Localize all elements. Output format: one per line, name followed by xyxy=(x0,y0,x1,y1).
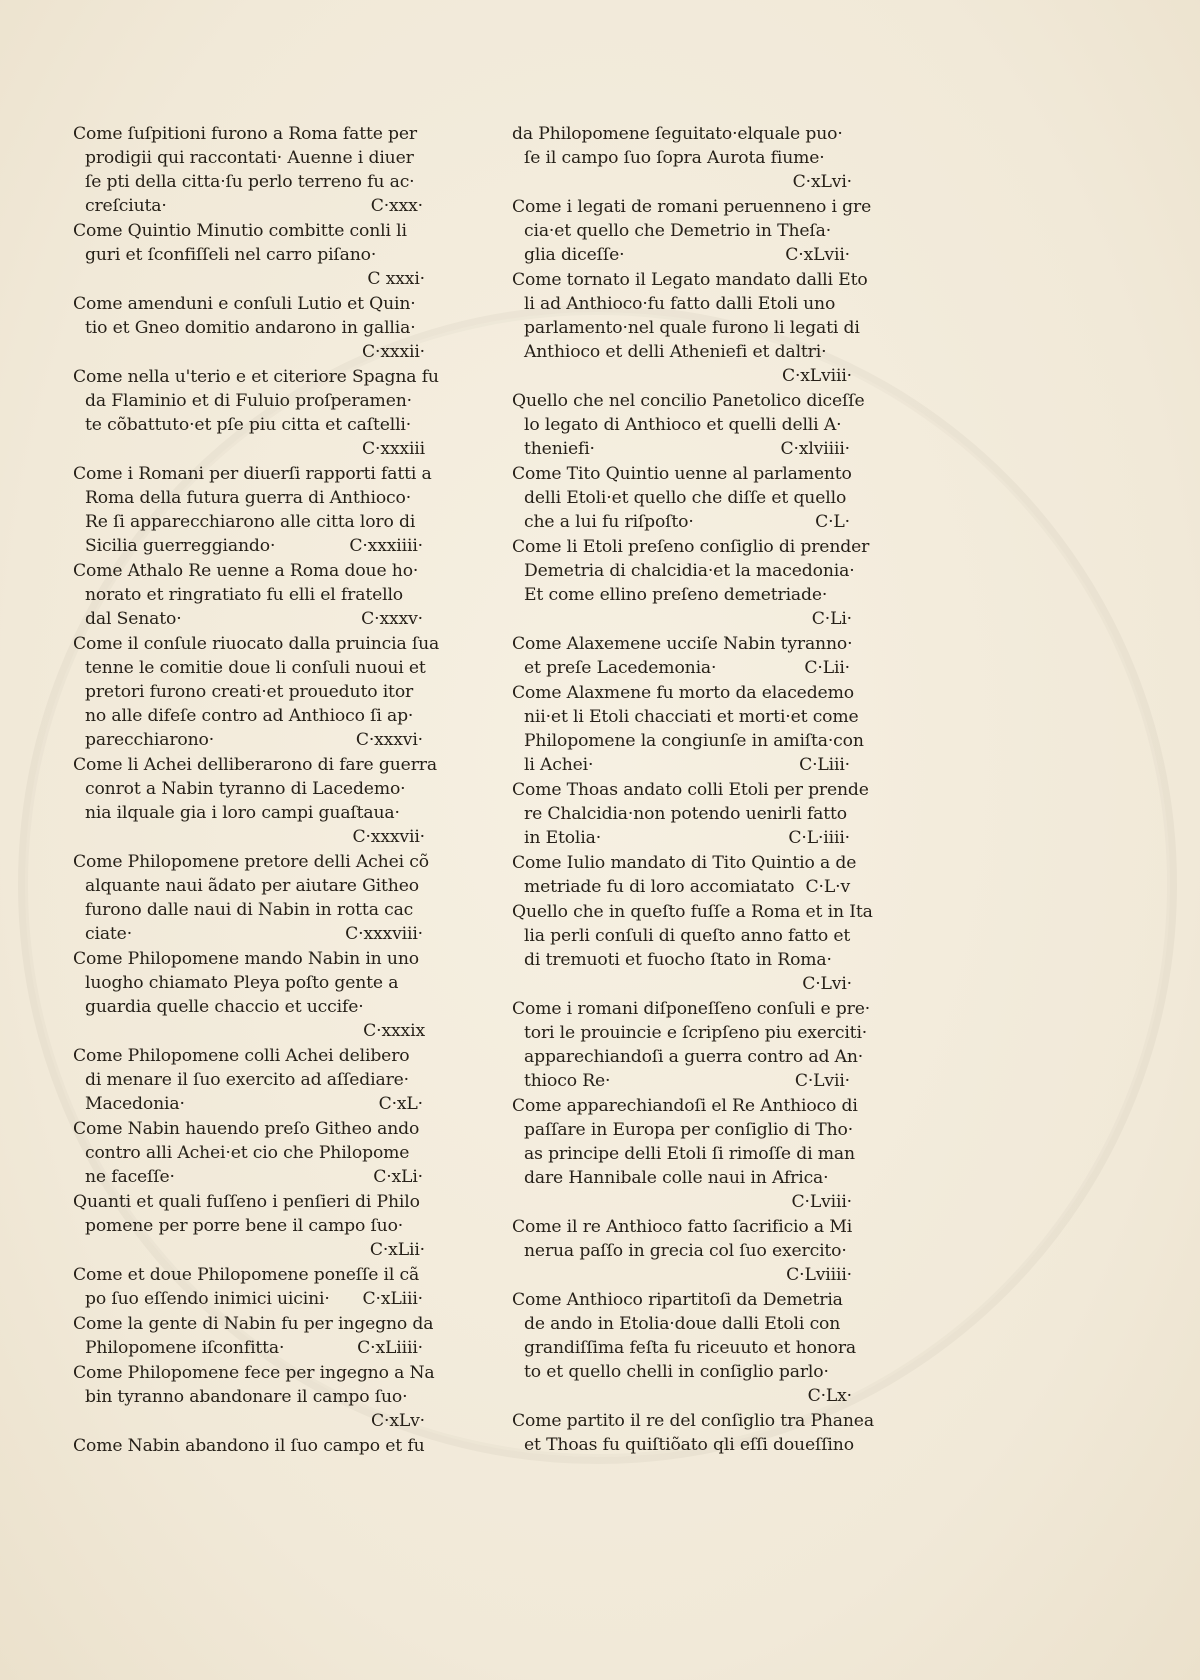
chapter-number: C·xxxvii· xyxy=(352,827,425,847)
chapter-text-line: creſciuta· xyxy=(85,196,167,216)
chapter-number: C·L· xyxy=(815,512,850,532)
chapter-text-line: dal Senato· xyxy=(85,609,182,629)
chapter-text-line: Et come ellino preſeno demetriade· xyxy=(524,585,828,605)
chapter-last-line xyxy=(512,510,852,534)
chapter-entry xyxy=(73,1312,434,1360)
chapter-text-line: di menare il ſuo exercito ad aſſediare· xyxy=(85,1070,409,1090)
chapter-text-line: prodigii qui raccontati· Auenne i diuer xyxy=(85,148,414,168)
chapter-number: C·xxxix xyxy=(363,1021,425,1041)
chapter-text-line: li ad Anthioco·fu fatto dalli Etoli uno xyxy=(524,294,836,314)
chapter-number: C·xLviii· xyxy=(781,366,852,386)
chapter-text-line: che a lui fu riſpoſto· xyxy=(524,512,694,532)
chapter-text-line: po ſuo eſſendo inimici uicini· xyxy=(85,1289,330,1309)
chapter-entry xyxy=(73,1117,425,1189)
chapter-text-line: li Achei· xyxy=(524,755,594,775)
chapter-entry xyxy=(512,195,872,267)
right-column-index xyxy=(512,122,874,1458)
chapter-text-line: bin tyranno abandonare il campo ſuo· xyxy=(85,1387,408,1407)
chapter-text-line: Come li Etoli preſeno conſiglio di prender xyxy=(512,537,870,557)
chapter-entry xyxy=(512,122,852,194)
chapter-text-line: parlamento·nel quale furono li legati di xyxy=(524,318,860,338)
chapter-entry xyxy=(512,535,870,631)
chapter-number: C·xxxviii· xyxy=(345,924,423,944)
chapter-text-line: to et quello chelli in conſiglio parlo· xyxy=(524,1362,829,1382)
chapter-text-line: pretori furono creati·et proueduto itor xyxy=(85,682,414,702)
chapter-entry xyxy=(512,389,865,461)
chapter-entry xyxy=(73,1361,435,1433)
chapter-text-line: glia diceſſe· xyxy=(524,245,625,265)
chapter-text-line: delli Etoli·et quello che diſſe et quello xyxy=(524,488,847,508)
chapter-text-line: theniefi· xyxy=(524,439,595,459)
chapter-number: C·xxxiii xyxy=(362,439,425,459)
chapter-last-line xyxy=(512,243,852,267)
chapter-text-line: contro alli Achei·et cio che Philopome xyxy=(85,1143,410,1163)
chapter-entry xyxy=(512,1409,874,1457)
chapter-text-line: Come partito il re del conſiglio tra Phanea xyxy=(512,1411,874,1431)
chapter-entry xyxy=(512,1215,852,1287)
chapter-number: C·Lvi· xyxy=(802,974,852,994)
chapter-entry xyxy=(73,219,425,291)
chapter-text-line: ne faceſſe· xyxy=(85,1167,175,1187)
chapter-text-line: cia·et quello che Demetrio in Theſa· xyxy=(524,221,832,241)
chapter-text-line: Come apparechiandoſi el Re Anthioco di xyxy=(512,1096,858,1116)
chapter-text-line: nii·et li Etoli chacciati et morti·et come xyxy=(524,707,859,727)
chapter-text-line: Come li Achei delliberarono di fare guerra xyxy=(73,755,437,775)
chapter-text-line: Come Alaxemene ucciſe Nabin tyranno· xyxy=(512,634,853,654)
chapter-text-line: Come ſuſpitioni furono a Roma fatte per xyxy=(73,124,417,144)
chapter-text-line: pomene per porre bene il campo ſuo· xyxy=(85,1216,404,1236)
chapter-text-line: nia ilquale gia i loro campi guaſtaua· xyxy=(85,803,400,823)
chapter-text-line: Anthioco et delli Atheniefi et daltri· xyxy=(524,342,827,362)
chapter-text-line: paſſare in Europa per conſiglio di Tho· xyxy=(524,1120,854,1140)
chapter-last-line xyxy=(73,1165,425,1189)
chapter-number: C·xLiiii· xyxy=(357,1338,423,1358)
chapter-text-line: tori le prouincie e ſcripſeno piu exerciti· xyxy=(524,1023,868,1043)
chapter-text-line: tio et Gneo domitio andarono in gallia· xyxy=(85,318,416,338)
chapter-text-line: lo legato di Anthioco et quelli delli A· xyxy=(524,415,842,435)
chapter-number: C·xLvi· xyxy=(792,172,852,192)
chapter-text-line: Come tornato il Legato mandato dalli Eto xyxy=(512,270,868,290)
chapter-text-line: Come Athalo Re uenne a Roma doue ho· xyxy=(73,561,419,581)
chapter-text-line: lia perli conſuli di queſto anno fatto et xyxy=(524,926,851,946)
chapter-entry xyxy=(512,268,868,388)
chapter-text-line: grandiſſima feſta fu riceuuto et honora xyxy=(524,1338,857,1358)
chapter-text-line: parecchiarono· xyxy=(85,730,215,750)
chapter-text-line: Come Nabin abandono il ſuo campo et fu xyxy=(73,1436,425,1456)
chapter-entry xyxy=(512,462,852,534)
chapter-last-line xyxy=(512,826,852,850)
chapter-last-line xyxy=(512,437,852,461)
chapter-text-line: ciate· xyxy=(85,924,133,944)
chapter-text-line: guardia quelle chaccio et uccife· xyxy=(85,997,364,1017)
chapter-entry xyxy=(73,462,432,558)
chapter-text-line: Come et doue Philopomene poneſſe il cã xyxy=(73,1265,420,1285)
left-column-index xyxy=(73,122,440,1459)
chapter-text-line: alquante naui ãdato per aiutare Githeo xyxy=(85,876,419,896)
chapter-text-line: furono dalle naui di Nabin in rotta cac xyxy=(85,900,414,920)
chapter-text-line: ſe pti della citta·ſu perlo terreno fu ac· xyxy=(85,172,415,192)
chapter-last-line xyxy=(73,194,425,218)
chapter-entry xyxy=(73,292,425,364)
chapter-text-line: Quello che in queſto fuſſe a Roma et in Ita xyxy=(512,902,873,922)
chapter-text-line: re Chalcidia·non potendo uenirli fatto xyxy=(524,804,847,824)
chapter-entry xyxy=(73,122,425,218)
chapter-text-line: conrot a Nabin tyranno di Lacedemo· xyxy=(85,779,406,799)
chapter-text-line: ſe il campo ſuo ſopra Aurota fiume· xyxy=(524,148,825,168)
chapter-text-line: de ando in Etolia·doue dalli Etoli con xyxy=(524,1314,841,1334)
chapter-last-line xyxy=(73,922,425,946)
chapter-text-line: thioco Re· xyxy=(524,1071,611,1091)
chapter-last-line xyxy=(73,1287,425,1311)
chapter-text-line: da Flaminio et di Fuluio proſperamen· xyxy=(85,391,412,411)
chapter-last-line xyxy=(512,875,852,899)
chapter-last-line xyxy=(73,728,425,752)
chapter-text-line: Come i romani diſponeſſeno conſuli e pre· xyxy=(512,999,871,1019)
chapter-text-line: no alle difeſe contro ad Anthioco ſi ap· xyxy=(85,706,414,726)
chapter-text-line: Come Iulio mandato di Tito Quintio a de xyxy=(512,853,857,873)
chapter-number: C·xxxv· xyxy=(361,609,423,629)
chapter-text-line: luogho chiamato Pleya poſto gente a xyxy=(85,973,399,993)
chapter-entry xyxy=(73,632,440,752)
chapter-text-line: et Thoas fu quiſtiõato qli eſſi doueſſino xyxy=(524,1435,854,1455)
chapter-number: C·Lii· xyxy=(804,658,850,678)
chapter-entry xyxy=(73,1263,425,1311)
chapter-entry xyxy=(512,632,852,680)
chapter-number: C·Lx· xyxy=(807,1386,852,1406)
chapter-text-line: Quanti et quali fuſſeno i penſieri di Philo xyxy=(73,1192,420,1212)
chapter-entry xyxy=(512,778,869,850)
chapter-number: C·Li· xyxy=(811,609,852,629)
chapter-entry xyxy=(73,947,425,1043)
chapter-text-line: nerua paſſo in grecia col ſuo exercito· xyxy=(524,1241,847,1261)
chapter-text-line: Come la gente di Nabin fu per ingegno da xyxy=(73,1314,434,1334)
chapter-text-line: Quello che nel concilio Panetolico diceſſe xyxy=(512,391,865,411)
chapter-text-line: Demetria di chalcidia·et la macedonia· xyxy=(524,561,855,581)
chapter-number: C xxxi· xyxy=(367,269,425,289)
chapter-number: C·L·v xyxy=(805,877,850,897)
chapter-text-line: Come Alaxmene fu morto da elacedemo xyxy=(512,683,854,703)
chapter-number: C·xxxii· xyxy=(362,342,425,362)
chapter-number: C·Lvii· xyxy=(794,1071,850,1091)
chapter-number: C·xLiii· xyxy=(362,1289,423,1309)
chapter-text-line: norato et ringratiato fu elli el fratello xyxy=(85,585,404,605)
chapter-text-line: da Philopomene ſeguitato·elquale puo· xyxy=(512,124,843,144)
chapter-last-line xyxy=(73,1336,425,1360)
chapter-text-line: et preſe Lacedemonia· xyxy=(524,658,717,678)
chapter-last-line xyxy=(512,753,852,777)
chapter-text-line: Come Philopomene fece per ingegno a Na xyxy=(73,1363,435,1383)
chapter-entry xyxy=(512,851,857,899)
chapter-text-line: Philopomene iſconfitta· xyxy=(85,1338,285,1358)
chapter-text-line: tenne le comitie doue li conſuli nuoui et xyxy=(85,658,426,678)
chapter-last-line xyxy=(512,656,852,680)
chapter-entry xyxy=(512,900,873,996)
chapter-text-line: Come Anthioco ripartitoſi da Demetria xyxy=(512,1290,843,1310)
chapter-entry xyxy=(73,365,439,461)
chapter-text-line: in Etolia· xyxy=(524,828,602,848)
chapter-text-line: te cõbattuto·et pſe piu citta et caſtelli· xyxy=(85,415,412,435)
chapter-entry xyxy=(512,997,871,1093)
chapter-entry xyxy=(512,1288,857,1408)
chapter-number: C·L·iiii· xyxy=(788,828,850,848)
chapter-number: C·xLv· xyxy=(371,1411,425,1431)
chapter-entry xyxy=(73,1190,425,1262)
chapter-number: C·xLi· xyxy=(373,1167,423,1187)
chapter-text-line: apparechiandoſi a guerra contro ad An· xyxy=(524,1047,864,1067)
chapter-entry xyxy=(512,681,864,777)
chapter-last-line xyxy=(73,607,425,631)
chapter-number: C·xL· xyxy=(378,1094,423,1114)
chapter-last-line xyxy=(512,1069,852,1093)
chapter-text-line: Sicilia guerreggiando· xyxy=(85,536,276,556)
chapter-text-line: Come i legati de romani peruenneno i gre xyxy=(512,197,872,217)
chapter-text-line: Come il conſule riuocato dalla pruincia ſua xyxy=(73,634,440,654)
chapter-text-line: Philopomene la congiunſe in amiſta·con xyxy=(524,731,864,751)
chapter-text-line: Come nella u'terio e et citeriore Spagna fu xyxy=(73,367,439,387)
chapter-text-line: guri et ſconfiſſeli nel carro piſano· xyxy=(85,245,377,265)
chapter-number: C·xlviiii· xyxy=(780,439,850,459)
chapter-number: C·xLii· xyxy=(369,1240,425,1260)
chapter-text-line: Come amenduni e conſuli Lutio et Quin· xyxy=(73,294,416,314)
chapter-entry xyxy=(73,1434,425,1458)
chapter-number: C·Liii· xyxy=(799,755,850,775)
chapter-text-line: dare Hannibale colle naui in Africa· xyxy=(524,1168,829,1188)
chapter-text-line: Come Tito Quintio uenne al parlamento xyxy=(512,464,852,484)
chapter-number: C·xLvii· xyxy=(785,245,850,265)
chapter-text-line: di tremuoti et fuocho ſtato in Roma· xyxy=(524,950,832,970)
chapter-text-line: Come Philopomene colli Achei delibero xyxy=(73,1046,410,1066)
chapter-number: C·xxx· xyxy=(370,196,423,216)
chapter-number: C·Lviiii· xyxy=(786,1265,852,1285)
chapter-number: C·Lviii· xyxy=(791,1192,852,1212)
chapter-text-line: Come Quintio Minutio combitte conli li xyxy=(73,221,407,241)
chapter-entry xyxy=(73,559,425,631)
chapter-number: C·xxxvi· xyxy=(355,730,423,750)
chapter-text-line: Come il re Anthioco fatto ſacrificio a Mi xyxy=(512,1217,853,1237)
chapter-last-line xyxy=(73,534,425,558)
chapter-text-line: Come i Romani per diuerſi rapporti fatti a xyxy=(73,464,432,484)
chapter-text-line: Come Philopomene pretore delli Achei cõ xyxy=(73,852,429,872)
chapter-text-line: Re ſi apparecchiarono alle citta loro di xyxy=(85,512,416,532)
chapter-text-line: Come Nabin hauendo preſo Githeo ando xyxy=(73,1119,420,1139)
chapter-text-line: Come Thoas andato colli Etoli per prende xyxy=(512,780,869,800)
chapter-entry xyxy=(73,753,437,849)
chapter-text-line: metriade fu di loro accomiatato xyxy=(524,877,795,897)
chapter-entry xyxy=(512,1094,858,1214)
chapter-text-line: Macedonia· xyxy=(85,1094,185,1114)
chapter-text-line: Come Philopomene mando Nabin in uno xyxy=(73,949,419,969)
chapter-text-line: as principe delli Etoli ſi rimoſſe di man xyxy=(524,1144,855,1164)
chapter-entry xyxy=(73,850,429,946)
chapter-last-line xyxy=(73,1092,425,1116)
chapter-number: C·xxxiiii· xyxy=(349,536,423,556)
chapter-entry xyxy=(73,1044,425,1116)
chapter-text-line: Roma della futura guerra di Anthioco· xyxy=(85,488,412,508)
